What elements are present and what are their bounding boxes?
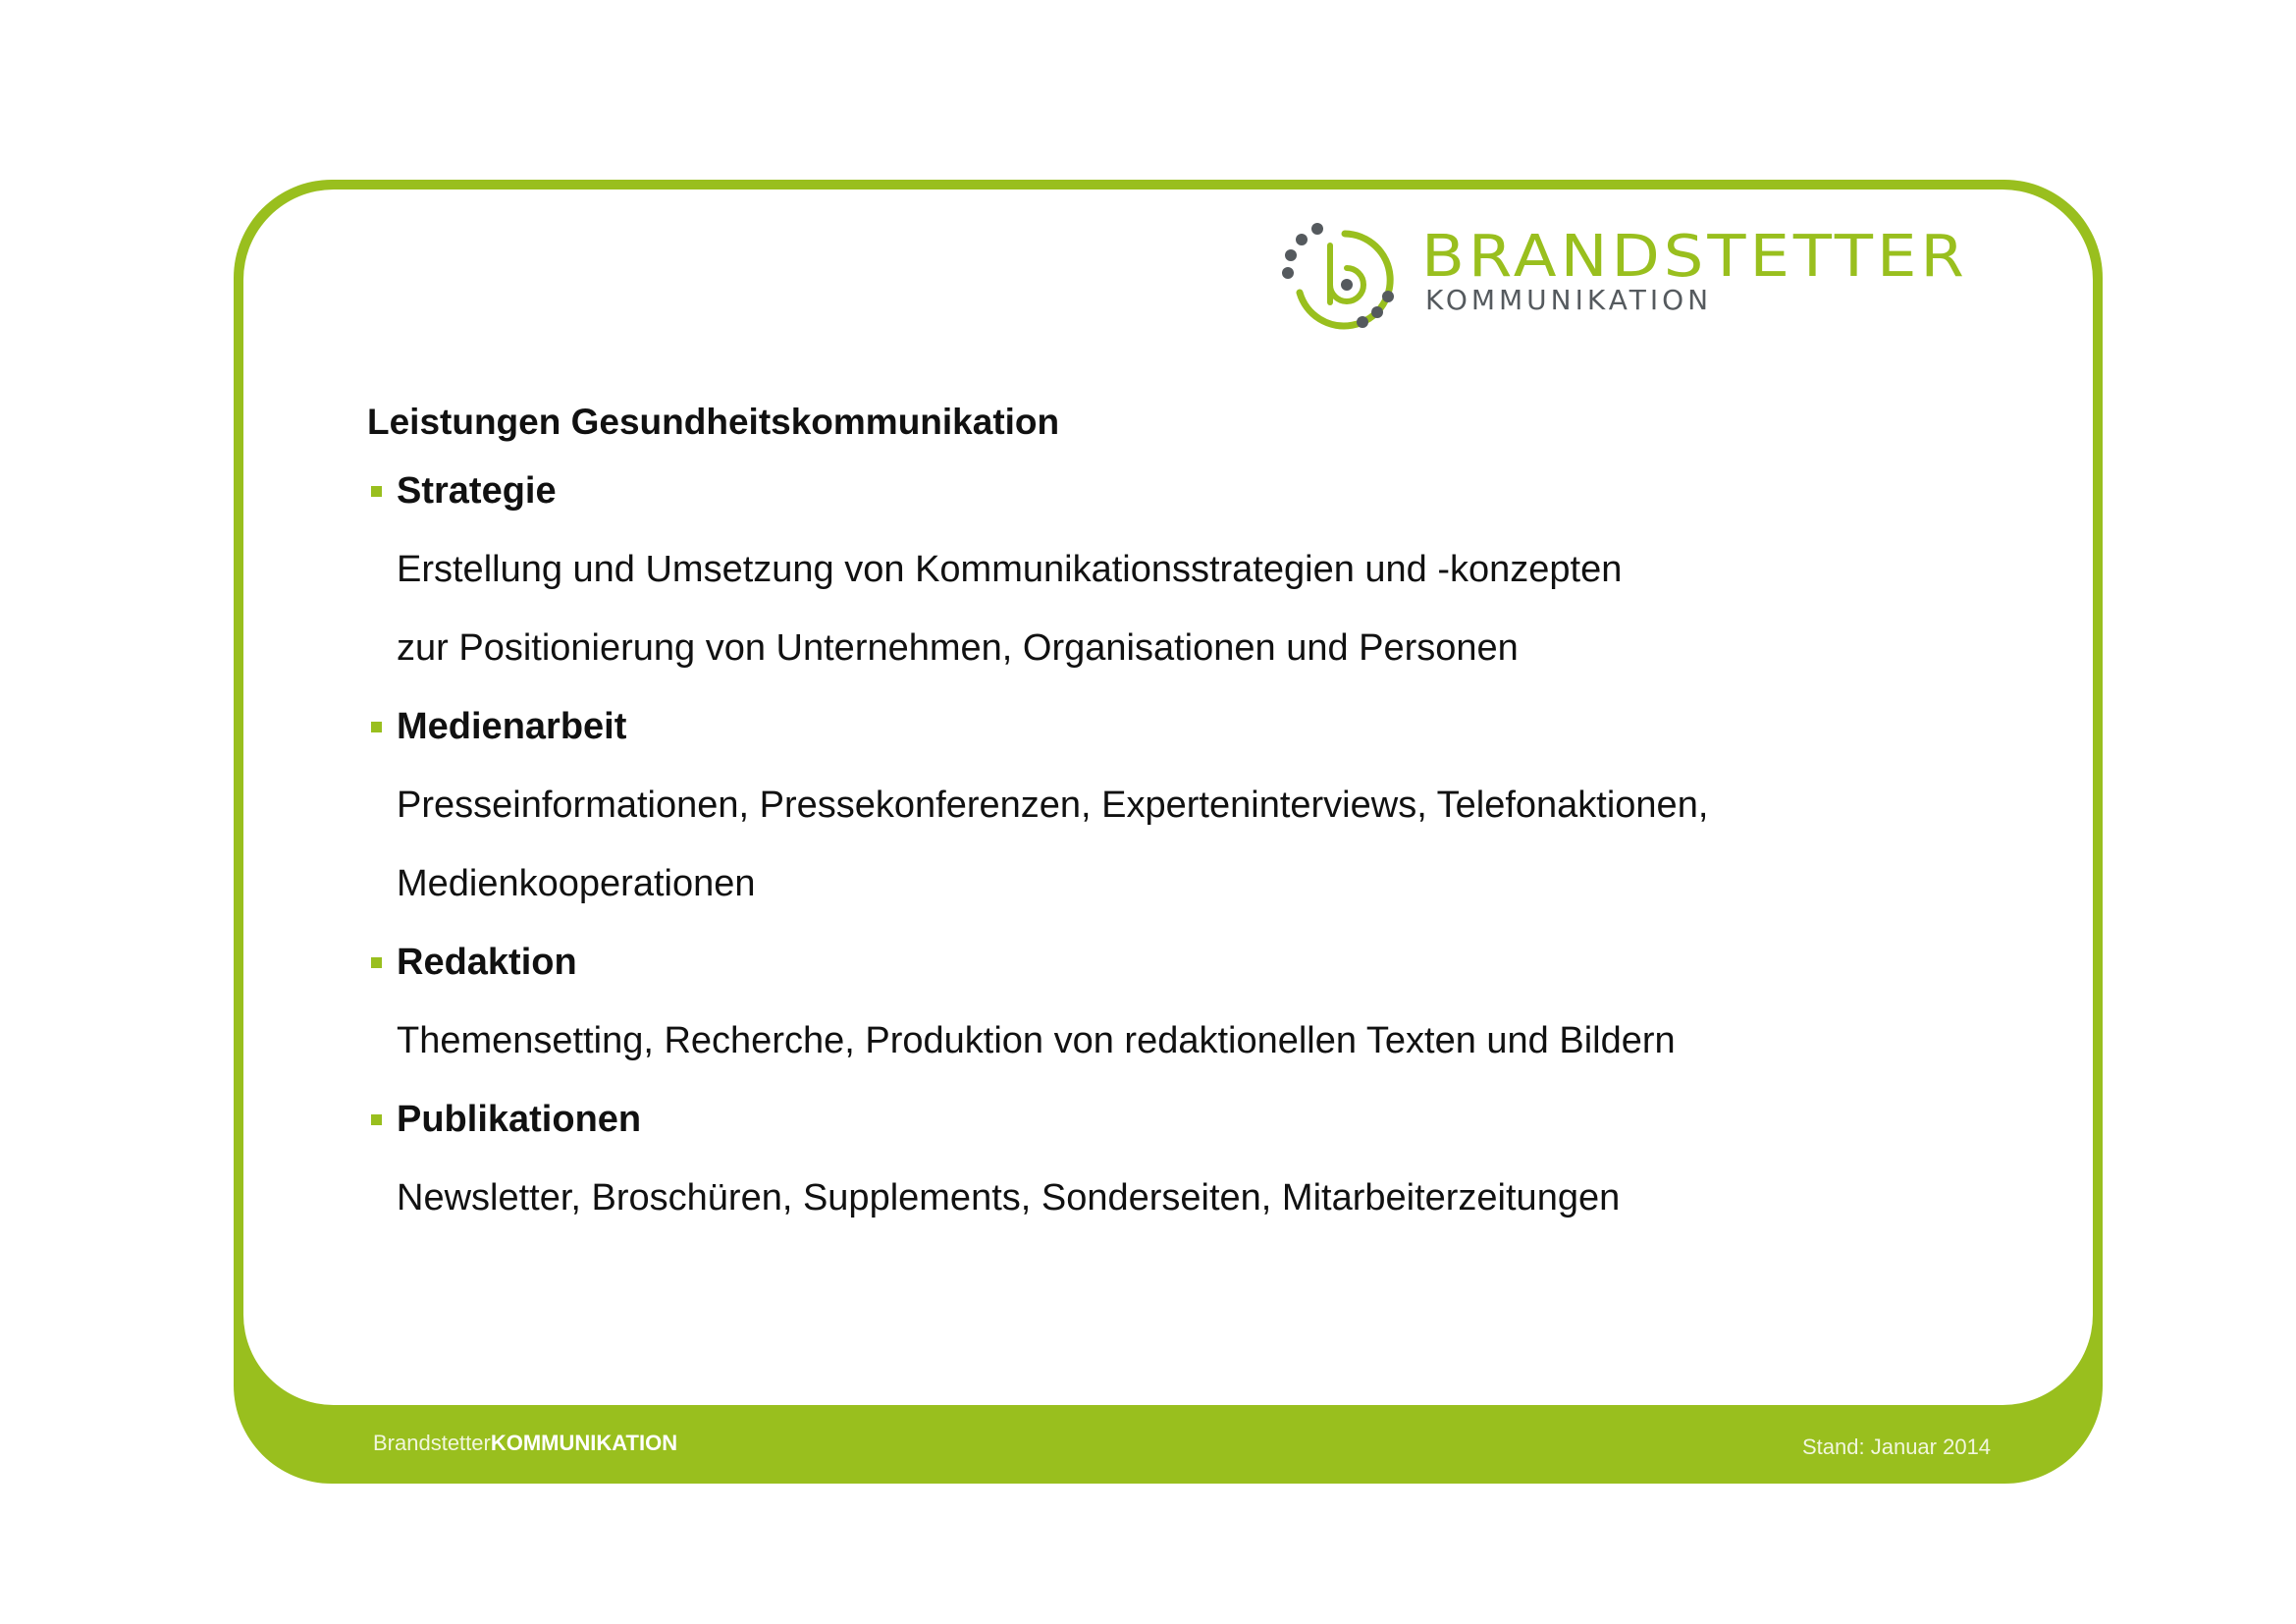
- logo-wordmark: BRANDSTETTER: [1421, 223, 1968, 291]
- page-title: Leistungen Gesundheitskommunikation: [367, 402, 1060, 442]
- bullet-square-icon: [371, 722, 382, 732]
- section-redaktion: [367, 923, 1708, 1080]
- section-strategie: [367, 452, 1708, 687]
- section-text-line: Presseinformationen, Pressekonferenzen, Experteninterviews, Telefonaktionen,: [397, 785, 1709, 826]
- footer-date: Stand: Januar 2014: [1802, 1435, 1992, 1459]
- section-title: Redaktion: [367, 923, 1708, 1001]
- logo-subline: KOMMUNIKATION: [1425, 284, 1713, 316]
- bullet-square-icon: [371, 486, 382, 497]
- footer-brand-bold: KOMMUNIKATION: [490, 1431, 678, 1455]
- section-text-line: Medienkooperationen: [397, 863, 756, 904]
- section-title: Strategie: [367, 452, 1708, 530]
- b-circle-dots-icon: [1276, 214, 1414, 342]
- section-text-line: zur Positionierung von Unternehmen, Organisationen und Personen: [397, 627, 1519, 669]
- section-text-line: Themensetting, Recherche, Produktion von redaktionellen Texten und Bildern: [397, 1020, 1676, 1061]
- section-publikationen: [367, 1080, 1708, 1237]
- footer-brand: [373, 1431, 677, 1456]
- bullet-square-icon: [371, 957, 382, 968]
- section-title: Publikationen: [367, 1080, 1708, 1159]
- brand-logo: [1276, 214, 1983, 342]
- section-text-line: Newsletter, Broschüren, Supplements, Sonderseiten, Mitarbeiterzeitungen: [397, 1177, 1621, 1218]
- footer-brand-light: Brandstetter: [373, 1431, 491, 1455]
- section-title: Medienarbeit: [367, 687, 1708, 766]
- services-list: [367, 393, 1708, 1237]
- section-medienarbeit: [367, 687, 1708, 923]
- section-text-line: Erstellung und Umsetzung von Kommunikationsstrategien und -konzepten: [397, 549, 1623, 590]
- bullet-square-icon: [371, 1114, 382, 1125]
